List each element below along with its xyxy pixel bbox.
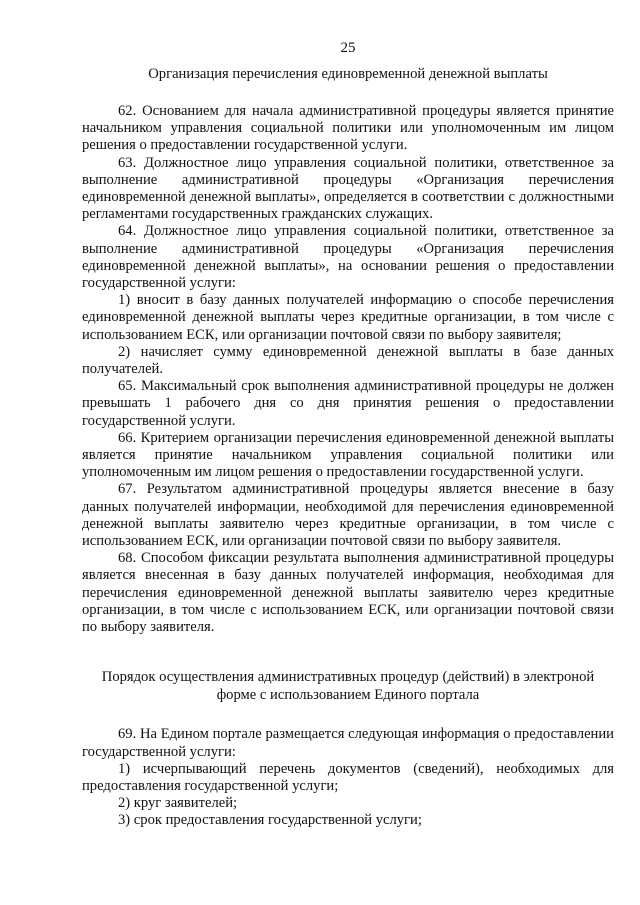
paragraph-64: 64. Должностное лицо управления социальной политики, ответственное за выполнение административной процедуры «Организация перечисления единовременной денежной выплаты», на основании решения о предоставлении государственной услуги: [82, 223, 614, 292]
section-transfer-body [82, 103, 614, 636]
page-number: 25 [340, 40, 356, 56]
paragraph-69: 69. На Едином портале размещается следующая информация о предоставлении государственной услуги: [82, 726, 614, 760]
paragraph-64-item-2: 2) начисляет сумму единовременной денежной выплаты в базе данных получателей. [82, 343, 614, 378]
paragraph-63: 63. Должностное лицо управления социальной политики, ответственное за выполнение административной процедуры «Организация перечисления единовременной денежной выплаты», определяется в соответствии с должностными регламентами государственных гражданских служащих. [82, 154, 614, 223]
paragraph-65: 65. Максимальный срок выполнения административной процедуры не должен превышать 1 рабочего дня со дня принятия решения о предоставлении государственной услуги. [82, 378, 614, 429]
document-page [82, 38, 614, 830]
section-electronic-body [82, 726, 614, 829]
paragraph-69-item-3: 3) срок предоставления государственной услуги; [118, 812, 422, 829]
paragraph-67: 67. Результатом административной процедуры является внесение в базу данных получателей информации, необходимой для перечисления единовременной денежной выплаты заявителю через кредитные организации, в том числе с использованием ЕСК, или организации почтовой связи по выбору заявителя. [82, 481, 614, 550]
paragraph-69-item-1: 1) исчерпывающий перечень документов (сведений), необходимых для предоставления государственной услуги; [82, 760, 614, 794]
paragraph-68: 68. Способом фиксации результата выполнения административной процедуры является внесенная в базу данных получателей информация, необходимая для перечисления единовременной денежной выплаты заявителю через кредитные организации, в том числе с использованием ЕСК, или организации почтовой связи по выбору заявителя. [82, 550, 614, 636]
section-title-transfer: Организация перечисления единовременной денежной выплаты [148, 66, 548, 82]
paragraph-62: 62. Основанием для начала административной процедуры является принятие начальником управления социальной политики или уполномоченным им лицом решения о предоставлении государственной услуги. [82, 103, 614, 154]
paragraph-69-item-2: 2) круг заявителей; [118, 795, 238, 812]
section-title-electronic: Порядок осуществления административных процедур (действий) в электроной форме с использованием Единого портала [101, 669, 595, 704]
paragraph-66: 66. Критерием организации перечисления единовременной денежной выплаты является принятие начальником управления социальной политики или уполномоченным им лицом решения о предоставлении государственной услуги. [82, 429, 614, 481]
paragraph-64-item-1: 1) вносит в базу данных получателей информацию о способе перечисления единовременной денежной выплаты через кредитные организации, в том числе с использованием ЕСК, или организации почтовой связи по выбору заявителя; [82, 292, 614, 343]
